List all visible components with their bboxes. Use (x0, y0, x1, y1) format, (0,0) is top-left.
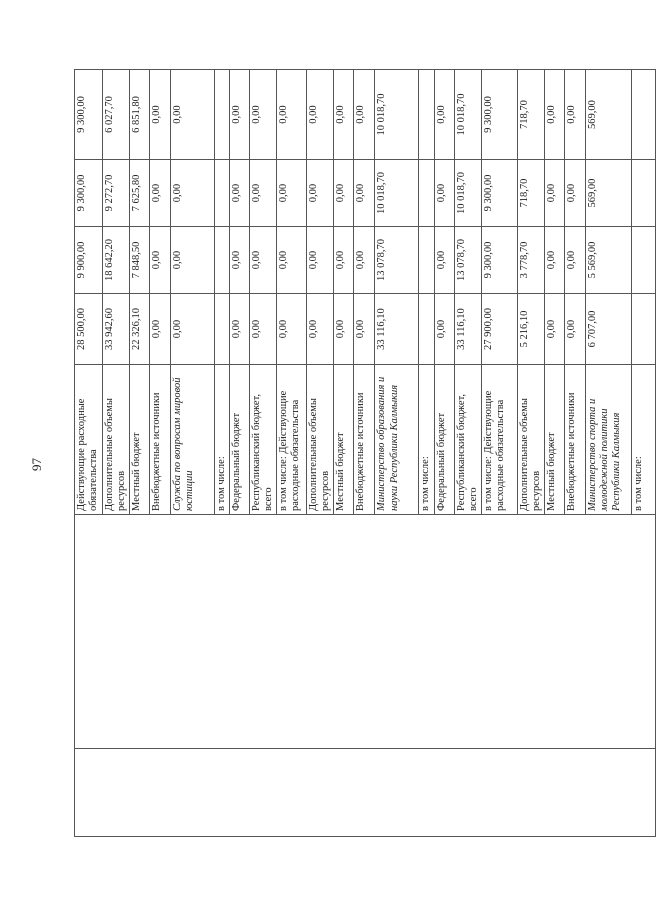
row-label: Министерство образования и науки Республики Калмыкия (375, 365, 419, 515)
row-label: Внебюджетные источники (150, 365, 171, 515)
value-cell: 9 300,00 (481, 160, 517, 227)
value-cell: 5 216,10 (517, 294, 544, 365)
row-label: Внебюджетные источники (354, 365, 375, 515)
row-label: Федеральный бюджет (434, 365, 454, 515)
row-label: Дополнительные объемы ресурсов (103, 365, 130, 515)
value-cell: 0,00 (434, 160, 454, 227)
value-cell (631, 160, 655, 227)
value-cell: 9 300,00 (481, 227, 517, 294)
value-cell (215, 294, 230, 365)
value-cell: 0,00 (564, 294, 585, 365)
value-cell: 0,00 (277, 70, 307, 160)
row-label: Дополнительные объемы ресурсов (307, 365, 334, 515)
value-cell: 0,00 (150, 160, 171, 227)
value-cell: 6 851,80 (130, 70, 150, 160)
value-cell: 718,70 (517, 160, 544, 227)
value-cell: 28 500,00 (75, 294, 103, 365)
row-label: в том числе: (631, 365, 655, 515)
value-cell: 569,00 (585, 160, 631, 227)
value-cell: 0,00 (564, 160, 585, 227)
value-cell: 27 900,00 (481, 294, 517, 365)
table-area (74, 70, 644, 837)
value-cell: 0,00 (150, 294, 171, 365)
value-cell (419, 227, 434, 294)
value-cell: 10 018,70 (454, 160, 481, 227)
value-cell: 33 116,10 (454, 294, 481, 365)
value-cell: 10 018,70 (375, 70, 419, 160)
value-cell: 0,00 (171, 160, 215, 227)
value-cell (215, 160, 230, 227)
row-label: Местный бюджет (334, 365, 354, 515)
value-cell: 33 116,10 (375, 294, 419, 365)
value-cell: 0,00 (434, 227, 454, 294)
value-cell: 0,00 (230, 294, 250, 365)
value-cell: 0,00 (434, 70, 454, 160)
value-cell: 10 018,70 (454, 70, 481, 160)
row-label: в том числе: (419, 365, 434, 515)
value-cell: 9 300,00 (75, 70, 103, 160)
value-cell: 6 027,70 (103, 70, 130, 160)
value-cell: 0,00 (307, 70, 334, 160)
value-cell: 0,00 (334, 227, 354, 294)
value-cell: 0,00 (150, 227, 171, 294)
value-cell (215, 227, 230, 294)
value-cell (631, 70, 655, 160)
value-cell: 6 707,00 (585, 294, 631, 365)
value-cell: 10 018,70 (375, 160, 419, 227)
row-label: Внебюджетные источники (564, 365, 585, 515)
value-cell (215, 70, 230, 160)
value-cell: 0,00 (230, 160, 250, 227)
value-cell: 0,00 (544, 294, 564, 365)
empty-column-cell (75, 515, 656, 749)
value-cell: 0,00 (171, 227, 215, 294)
value-cell: 0,00 (150, 70, 171, 160)
value-cell (419, 70, 434, 160)
row-label: Местный бюджет (544, 365, 564, 515)
value-cell: 13 078,70 (454, 227, 481, 294)
value-cell: 0,00 (334, 160, 354, 227)
value-cell: 0,00 (277, 227, 307, 294)
value-cell: 0,00 (334, 70, 354, 160)
value-cell: 0,00 (277, 294, 307, 365)
table-row (75, 70, 103, 837)
value-cell: 0,00 (230, 70, 250, 160)
value-cell: 9 300,00 (75, 160, 103, 227)
value-cell: 0,00 (544, 70, 564, 160)
value-cell: 9 272,70 (103, 160, 130, 227)
value-cell: 0,00 (277, 160, 307, 227)
value-cell: 0,00 (250, 70, 277, 160)
row-label: Республиканский бюджет, всего (250, 365, 277, 515)
value-cell: 0,00 (171, 294, 215, 365)
value-cell: 0,00 (334, 294, 354, 365)
value-cell: 18 642,20 (103, 227, 130, 294)
value-cell: 0,00 (564, 227, 585, 294)
value-cell: 0,00 (354, 227, 375, 294)
row-label: Служба по вопросам мировой юстиции (171, 365, 215, 515)
row-label: Министерство спорта и молодежной политики Республики Калмыкия (585, 365, 631, 515)
value-cell: 0,00 (544, 160, 564, 227)
row-label: Дополнительные объемы ресурсов (517, 365, 544, 515)
value-cell: 0,00 (307, 294, 334, 365)
row-label: Действующие расходные обязательства (75, 365, 103, 515)
value-cell: 718,70 (517, 70, 544, 160)
budget-table (74, 69, 656, 837)
row-label: Федеральный бюджет (230, 365, 250, 515)
value-cell: 0,00 (307, 160, 334, 227)
value-cell: 0,00 (354, 70, 375, 160)
value-cell: 0,00 (354, 294, 375, 365)
row-label: Местный бюджет (130, 365, 150, 515)
value-cell: 22 326,10 (130, 294, 150, 365)
value-cell (419, 160, 434, 227)
value-cell: 13 078,70 (375, 227, 419, 294)
page-number: 97 (29, 458, 44, 471)
value-cell: 33 942,60 (103, 294, 130, 365)
value-cell: 0,00 (307, 227, 334, 294)
row-label: в том числе: Действующие расходные обязательства (481, 365, 517, 515)
value-cell (419, 294, 434, 365)
value-cell (631, 227, 655, 294)
value-cell: 0,00 (171, 70, 215, 160)
value-cell: 3 778,70 (517, 227, 544, 294)
value-cell (631, 294, 655, 365)
value-cell: 5 569,00 (585, 227, 631, 294)
value-cell: 7 625,80 (130, 160, 150, 227)
value-cell: 0,00 (564, 70, 585, 160)
value-cell: 0,00 (544, 227, 564, 294)
row-label: в том числе: Действующие расходные обязательства (277, 365, 307, 515)
row-label: в том числе: (215, 365, 230, 515)
value-cell: 0,00 (354, 160, 375, 227)
value-cell: 7 848,50 (130, 227, 150, 294)
value-cell: 0,00 (250, 294, 277, 365)
value-cell: 9 300,00 (481, 70, 517, 160)
value-cell: 569,00 (585, 70, 631, 160)
row-label: Республиканский бюджет, всего (454, 365, 481, 515)
value-cell: 0,00 (250, 227, 277, 294)
value-cell: 0,00 (230, 227, 250, 294)
value-cell: 0,00 (250, 160, 277, 227)
value-cell: 9 900,00 (75, 227, 103, 294)
value-cell: 0,00 (434, 294, 454, 365)
empty-column-cell (75, 749, 656, 837)
